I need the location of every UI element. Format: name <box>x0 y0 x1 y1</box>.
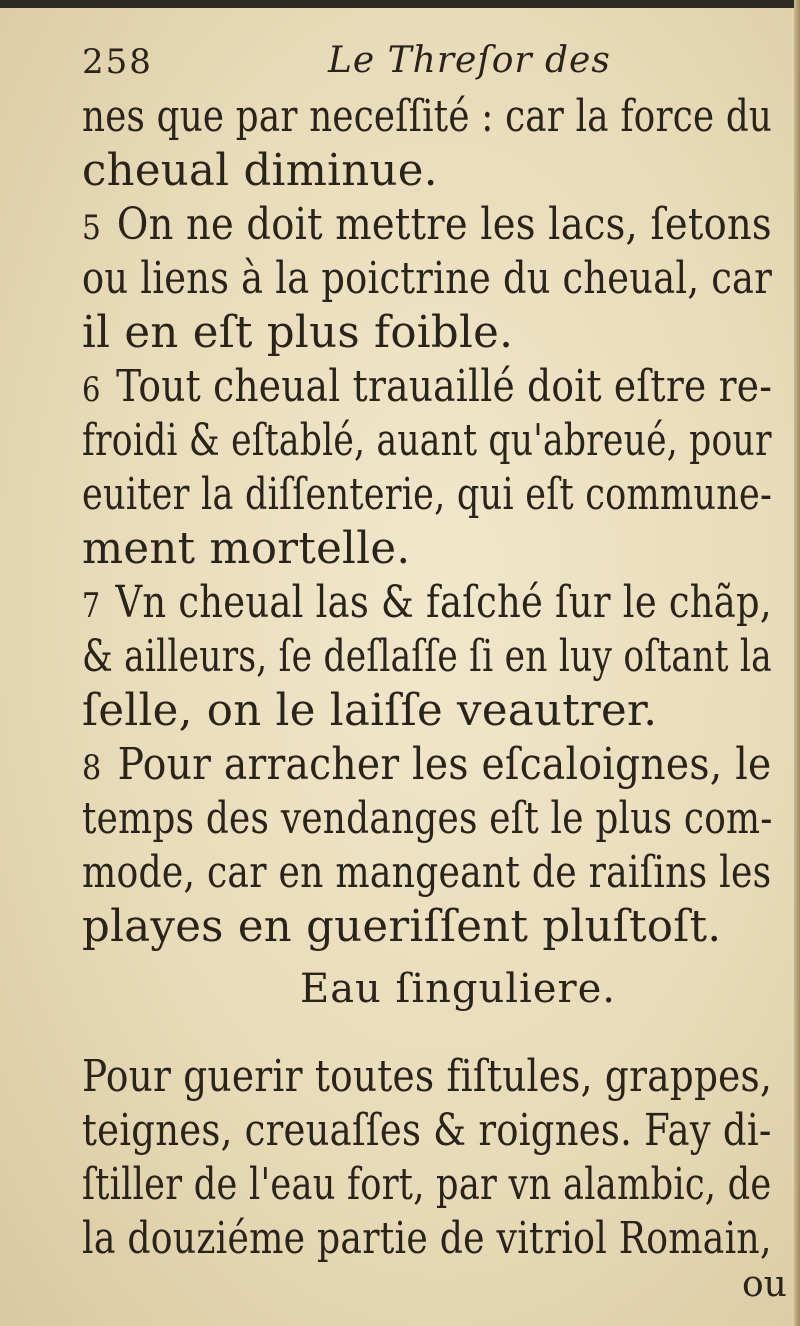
line-text: mode, car en mangeant de raiſins les <box>82 847 772 898</box>
line-text: il en eſt plus foible. <box>82 307 514 358</box>
page-right-edge <box>794 0 800 1326</box>
section-text-block <box>82 1050 782 1266</box>
line-text: nes que par neceſſité : car la force du <box>82 91 773 142</box>
text-line <box>82 684 772 738</box>
text-line <box>82 90 773 144</box>
section-text-line: ſtiller de l'eau fort, par vn alambic, de <box>82 1159 772 1210</box>
running-title: Le Threſor des <box>328 40 611 81</box>
section-heading: Eau ſinguliere. <box>300 966 617 1012</box>
line-text: Vn cheual las & faſché ſur le chãp, <box>115 577 772 628</box>
line-text: ſelle, on le laiſſe veautrer. <box>82 685 658 736</box>
paragraph-number: 6 <box>82 370 101 410</box>
line-text: & ailleurs, ſe deſlaſſe ſi en luy oſtant la <box>82 631 772 682</box>
paragraph-number: 5 <box>82 208 102 248</box>
text-line <box>82 198 772 252</box>
paragraph-number: 8 <box>82 748 102 788</box>
text-line <box>82 468 773 522</box>
line-text: ou liens à la poictrine du cheual, car <box>82 253 773 304</box>
section-text-line: Pour guerir toutes fiſtules, grappes, <box>82 1051 773 1102</box>
page-header <box>82 38 772 90</box>
line-text: temps des vendanges eſt le plus com- <box>82 793 773 844</box>
section-text-line: teignes, creuaſſes & roignes. Fay di- <box>82 1105 772 1156</box>
catchword: ou <box>742 1264 787 1305</box>
text-line <box>82 576 772 630</box>
text-line <box>82 306 772 360</box>
line-text: Tout cheual trauaillé doit eſtre re- <box>116 361 773 412</box>
text-line <box>82 630 772 684</box>
line-text: playes en gueriſſent pluſtoſt. <box>82 901 722 952</box>
line-text: On ne doit mettre les lacs, ſetons <box>116 199 772 250</box>
text-line <box>82 846 772 900</box>
text-line <box>82 252 773 306</box>
text-line <box>82 792 773 846</box>
text-line <box>82 144 772 198</box>
text-line <box>82 738 772 792</box>
line-text: euiter la diſſenterie, qui eſt commune- <box>82 469 773 520</box>
line-text: ment mortelle. <box>82 523 411 574</box>
paragraph-number: 7 <box>82 586 101 626</box>
text-line <box>82 900 772 954</box>
text-line <box>82 360 773 414</box>
section-text-line: la douziéme partie de vitriol Romain, <box>82 1213 772 1264</box>
page-top-shadow <box>0 0 800 8</box>
page-number: 258 <box>82 42 153 82</box>
line-text: cheual diminue. <box>82 145 438 196</box>
text-line <box>82 522 772 576</box>
text-block <box>82 90 782 954</box>
text-line <box>82 414 772 468</box>
line-text: froidi & eſtablé, auant qu'abreué, pour <box>82 415 772 466</box>
line-text: Pour arracher les eſcaloignes, le <box>117 739 772 790</box>
